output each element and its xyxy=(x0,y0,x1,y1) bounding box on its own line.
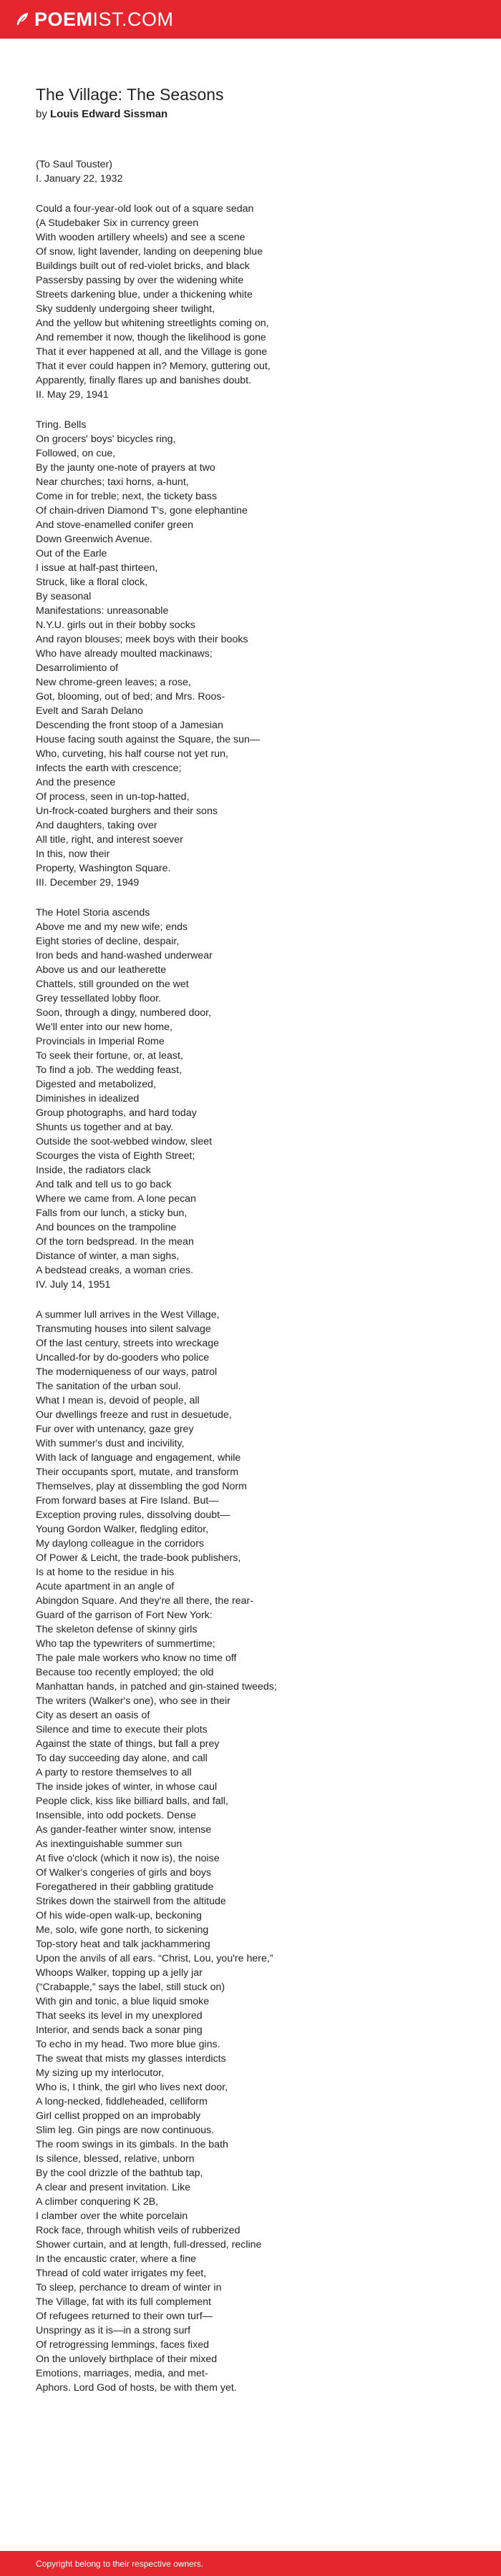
poem-line: And remember it now, though the likelihood is gone xyxy=(36,332,266,343)
poem-line: House facing south against the Square, the sun— xyxy=(36,734,261,745)
footer-bar xyxy=(0,2551,501,2576)
poem-line: Falls from our lunch, a sticky bun, xyxy=(36,1208,188,1219)
poem-line: By seasonal xyxy=(36,591,92,602)
poem-line: Where we came from. A lone pecan xyxy=(36,1193,196,1205)
poem-content xyxy=(36,84,465,2411)
poem-body xyxy=(36,157,465,2395)
poem-line: Strikes down the stairwell from the altitude xyxy=(36,1896,226,1907)
poem-stanza xyxy=(36,202,465,402)
poem-line: Scourges the vista of Eighth Street; xyxy=(36,1150,195,1162)
poem-line: Slim leg. Gin pings are now continuous. xyxy=(36,2125,215,2136)
poem-line: Got, blooming, out of bed; and Mrs. Roos- xyxy=(36,691,225,702)
poem-line: (To Saul Touster) xyxy=(36,159,112,170)
poem-line: And daughters, taking over xyxy=(36,820,157,831)
poem-line: Group photographs, and hard today xyxy=(36,1107,197,1119)
poem-line: The moderniqueness of our ways, patrol xyxy=(36,1366,218,1378)
poem-line: A bedstead creaks, a woman cries. xyxy=(36,1265,194,1276)
poem-line: Of chain-driven Diamond T's, gone elephantine xyxy=(36,505,248,516)
poem-line: The sanitation of the urban soul. xyxy=(36,1381,181,1392)
poem-line: Above me and my new wife; ends xyxy=(36,921,188,933)
poem-line: The writers (Walker's one), who see in their xyxy=(36,1695,230,1707)
poem-line: Is at home to the residue in his xyxy=(36,1567,175,1578)
poem-line: Themselves, play at dissembling the god Norm xyxy=(36,1481,247,1492)
poem-line: City as desert an oasis of xyxy=(36,1710,150,1721)
poem-line: Uncalled-for by do-gooders who police xyxy=(36,1352,210,1363)
poem-line: My sizing up my interlocutor, xyxy=(36,2067,164,2079)
poem-line: Come in for treble; next, the tickety bass xyxy=(36,491,218,502)
poem-line: As gander-feather winter snow, intense xyxy=(36,1824,212,1836)
poem-byline xyxy=(36,107,465,122)
poem-line: Silence and time to execute their plots xyxy=(36,1724,208,1735)
poem-line: What I mean is, devoid of people, all xyxy=(36,1395,200,1406)
poem-line: Upon the anvils of all ears. “Christ, Lou, you're here,” xyxy=(36,1953,273,1964)
poem-line: Down Greenwich Avenue. xyxy=(36,534,152,545)
poem-line: Distance of winter, a man sighs, xyxy=(36,1250,180,1262)
poem-line: To echo in my head. Two more blue gins. xyxy=(36,2039,220,2050)
site-logo[interactable] xyxy=(14,10,174,29)
poem-line: (“Crabapple,” says the label, still stuck on) xyxy=(36,1982,225,1993)
poem-line: Foregathered in their gabbling gratitude xyxy=(36,1881,214,1893)
poem-line: From forward bases at Fire Island. But— xyxy=(36,1495,219,1507)
poem-line: By the jaunty one-note of prayers at two xyxy=(36,462,215,474)
poem-line: The skeleton defense of skinny girls xyxy=(36,1624,198,1635)
poem-line: Unspringy as it is—in a strong surf xyxy=(36,2325,191,2336)
author-link[interactable]: Louis Edward Sissman xyxy=(50,108,168,120)
poem-line: Top-story heat and talk jackhammering xyxy=(36,1939,210,1950)
poem-line: Diminishes in idealized xyxy=(36,1093,140,1105)
poem-line: Manifestations: unreasonable xyxy=(36,605,169,617)
poem-line: To day succeeding day alone, and call xyxy=(36,1753,208,1764)
poem-line: Of his wide-open walk-up, beckoning xyxy=(36,1910,202,1921)
poem-line: Eight stories of decline, despair, xyxy=(36,936,180,947)
poem-line: That it ever could happen in? Memory, guttering out, xyxy=(36,361,271,372)
poem-line: Descending the front stoop of a Jamesian xyxy=(36,720,223,731)
poem-line: Iron beds and hand-washed underwear xyxy=(36,950,213,961)
poem-line: N.Y.U. girls out in their bobby socks xyxy=(36,619,195,631)
poem-line: Of process, seen in un-top-hatted, xyxy=(36,791,190,803)
poem-line: The inside jokes of winter, in whose caul xyxy=(36,1781,218,1793)
poem-line: Near churches; taxi horns, a-hunt, xyxy=(36,476,189,488)
poem-line: Who is, I think, the girl who lives next door, xyxy=(36,2082,228,2093)
poem-line: Struck, like a floral clock, xyxy=(36,577,148,588)
poem-line: Girl cellist propped on an improbably xyxy=(36,2110,201,2122)
poem-stanza xyxy=(36,157,465,186)
poem-line: Exception proving rules, dissolving doubt— xyxy=(36,1509,230,1521)
poem-line: With lack of language and engagement, while xyxy=(36,1452,241,1464)
poem-line: At five o'clock (which it now is), the noise xyxy=(36,1853,220,1864)
poem-line: With wooden artillery wheels) and see a scene xyxy=(36,232,245,243)
top-bar xyxy=(0,0,501,39)
poem-line: Of Walker's congeries of girls and boys xyxy=(36,1867,212,1879)
poem-line: Shower curtain, and at length, full-dressed, recline xyxy=(36,2239,262,2251)
poem-line: Fur over with untenancy, gaze grey xyxy=(36,1424,194,1435)
poem-line: Property, Washington Square. xyxy=(36,863,171,874)
poem-line: Out of the Earle xyxy=(36,548,107,559)
poem-line: Could a four-year-old look out of a square sedan xyxy=(36,203,254,215)
poem-line: Passersby passing by over the widening white xyxy=(36,275,244,286)
poem-stanza xyxy=(36,418,465,890)
poem-line: I issue at half-past thirteen, xyxy=(36,562,158,574)
copyright-notice: Copyright belong to their respective owners. xyxy=(36,2558,204,2569)
poem-line: Against the state of things, but fall a prey xyxy=(36,1738,220,1750)
poem-line: In this, now their xyxy=(36,848,110,860)
poem-line: A party to restore themselves to all xyxy=(36,1767,192,1778)
poem-line: Of retrogressing lemmings, faces fixed xyxy=(36,2339,210,2351)
poem-line: Inside, the radiators clack xyxy=(36,1165,151,1176)
poem-line: Transmuting houses into silent salvage xyxy=(36,1323,211,1335)
poem-line: Who have already moulted mackinaws; xyxy=(36,648,213,660)
poem-line: All title, right, and interest soever xyxy=(36,834,183,846)
poem-line: Shunts us together and at bay. xyxy=(36,1122,174,1133)
poem-line: To seek their fortune, or, at least, xyxy=(36,1050,183,1062)
poem-line: Followed, on cue, xyxy=(36,448,116,459)
poem-line: My daylong colleague in the corridors xyxy=(36,1538,205,1549)
poem-line: And stove-enamelled conifer green xyxy=(36,519,194,531)
poem-line: And the presence xyxy=(36,777,116,788)
poem-line: IV. July 14, 1951 xyxy=(36,1279,111,1291)
poem-line: That it ever happened at all, and the Village is gone xyxy=(36,346,268,358)
poem-line: On grocers' boys' bicycles ring, xyxy=(36,434,176,445)
poem-line: Of the last century, streets into wreckage xyxy=(36,1338,220,1349)
poem-line: A long-necked, fiddleheaded, celliform xyxy=(36,2096,208,2107)
poem-line: Outside the soot-webbed window, sleet xyxy=(36,1136,213,1147)
poem-line: To sleep, perchance to dream of winter in xyxy=(36,2282,222,2293)
poem-line: The Village, fat with its full complement xyxy=(36,2296,211,2308)
poem-line: Buildings built out of red-violet bricks, and black xyxy=(36,260,250,272)
poem-line: People click, kiss like billiard balls, and fall, xyxy=(36,1796,228,1807)
byline-prefix: by xyxy=(36,108,47,120)
poem-line: Our dwellings freeze and rust in desuetude, xyxy=(36,1409,232,1421)
poem-line: The Hotel Storia ascends xyxy=(36,907,150,919)
poem-line: Grey tessellated lobby floor. xyxy=(36,993,162,1004)
poem-line: As inextinguishable summer sun xyxy=(36,1838,183,1850)
poem-line: The pale male workers who know no time off xyxy=(36,1652,237,1664)
poem-line: Infects the earth with crescence; xyxy=(36,763,182,774)
poem-line: III. December 29, 1949 xyxy=(36,877,140,888)
poem-line: To find a job. The wedding feast, xyxy=(36,1064,183,1076)
poem-line: On the unlovely birthplace of their mixed xyxy=(36,2354,218,2365)
poem-line: Apparently, finally flares up and banishes doubt. xyxy=(36,375,252,386)
poem-line: Whoops Walker, topping up a jelly jar xyxy=(36,1967,203,1979)
poem-line: And talk and tell us to go back xyxy=(36,1179,172,1190)
poem-line: Interior, and sends back a sonar ping xyxy=(36,2024,203,2036)
poem-line: Of the torn bedspread. In the mean xyxy=(36,1236,194,1248)
poem-line: A summer lull arrives in the West Village, xyxy=(36,1309,220,1321)
poem-title: The Village: The Seasons xyxy=(36,85,224,104)
poem-line: And the yellow but whitening streetlights coming on, xyxy=(36,318,269,329)
poem-line: A clear and present invitation. Like xyxy=(36,2182,191,2193)
poem-line: Streets darkening blue, under a thickening white xyxy=(36,289,253,300)
poem-line: Soon, through a dingy, numbered door, xyxy=(36,1007,212,1019)
poem-line: Aphors. Lord God of hosts, be with them yet. xyxy=(36,2382,237,2394)
poem-line: With gin and tonic, a blue liquid smoke xyxy=(36,1996,210,2007)
quill-pen-icon xyxy=(14,11,30,27)
poem-line: A climber conquering K 2B, xyxy=(36,2196,159,2208)
poem-line: Manhattan hands, in patched and gin-stained tweeds; xyxy=(36,1681,277,1693)
poem-line: Their occupants sport, mutate, and transform xyxy=(36,1466,239,1478)
poem-line: Desarrolimiento of xyxy=(36,662,119,674)
poem-line: The room swings in its gimbals. In the bath xyxy=(36,2139,228,2150)
poem-line: Un-frock-coated burghers and their sons xyxy=(36,805,218,817)
poem-line: Insensible, into odd pockets. Dense xyxy=(36,1810,196,1821)
poem-line: I. January 22, 1932 xyxy=(36,173,123,185)
poem-line: And rayon blouses; meek boys with their books xyxy=(36,634,248,645)
poem-line: Sky suddenly undergoing sheer twilight, xyxy=(36,303,215,315)
poem-line: Provincials in Imperial Rome xyxy=(36,1036,165,1047)
site-logo-text: POEMIST.COM xyxy=(34,8,174,30)
poem-line: The sweat that mists my glasses interdicts xyxy=(36,2053,226,2065)
poem-line: Guard of the garrison of Fort New York: xyxy=(36,1610,213,1621)
poem-stanza xyxy=(36,1308,465,2395)
poem-line: That seeks its level in my unexplored xyxy=(36,2010,203,2022)
poem-line: With summer's dust and incivility, xyxy=(36,1438,185,1449)
poem-line: Who tap the typewriters of summertime; xyxy=(36,1638,215,1650)
poem-line: Me, solo, wife gone north, to sickening xyxy=(36,1924,209,1936)
poem-line: (A Studebaker Six in currency green xyxy=(36,217,199,229)
poem-line: Of snow, light lavender, landing on deepening blue xyxy=(36,246,263,258)
poem-line: Thread of cold water irrigates my feet, xyxy=(36,2268,207,2279)
poem-line: We'll enter into our new home, xyxy=(36,1022,172,1033)
poem-stanza xyxy=(36,906,465,1292)
poem-line: Abingdon Square. And they're all there, the rear- xyxy=(36,1595,253,1607)
poem-line: By the cool drizzle of the bathtub tap, xyxy=(36,2168,203,2179)
poem-line: Young Gordon Walker, fledgling editor, xyxy=(36,1524,209,1535)
poem-line: Acute apartment in an angle of xyxy=(36,1581,175,1592)
poem-line: Because too recently employed; the old xyxy=(36,1667,214,1678)
poem-line: II. May 29, 1941 xyxy=(36,389,109,401)
poem-line: In the encaustic crater, where a fine xyxy=(36,2253,196,2265)
poem-line: Of refugees returned to their own turf— xyxy=(36,2311,213,2322)
poem-line: Emotions, marriages, media, and met- xyxy=(36,2368,208,2379)
poem-line: Is silence, blessed, relative, unborn xyxy=(36,2153,195,2165)
poem-line: Tring. Bells xyxy=(36,419,87,431)
poem-line: I clamber over the white porcelain xyxy=(36,2210,188,2222)
poem-line: Above us and our leatherette xyxy=(36,964,167,976)
poem-line: Digested and metabolized, xyxy=(36,1079,156,1090)
poem-line: Of Power & Leicht, the trade-book publishers, xyxy=(36,1552,241,1564)
poem-line: Who, curveting, his half course not yet run, xyxy=(36,748,228,760)
poem-line: Chattels, still grounded on the wet xyxy=(36,979,189,990)
poem-line: New chrome-green leaves; a rose, xyxy=(36,677,191,688)
poem-line: Rock face, through whitish veils of rubberized xyxy=(36,2225,240,2236)
poem-line: And bounces on the trampoline xyxy=(36,1222,177,1233)
poem-line: Evelt and Sarah Delano xyxy=(36,705,143,717)
